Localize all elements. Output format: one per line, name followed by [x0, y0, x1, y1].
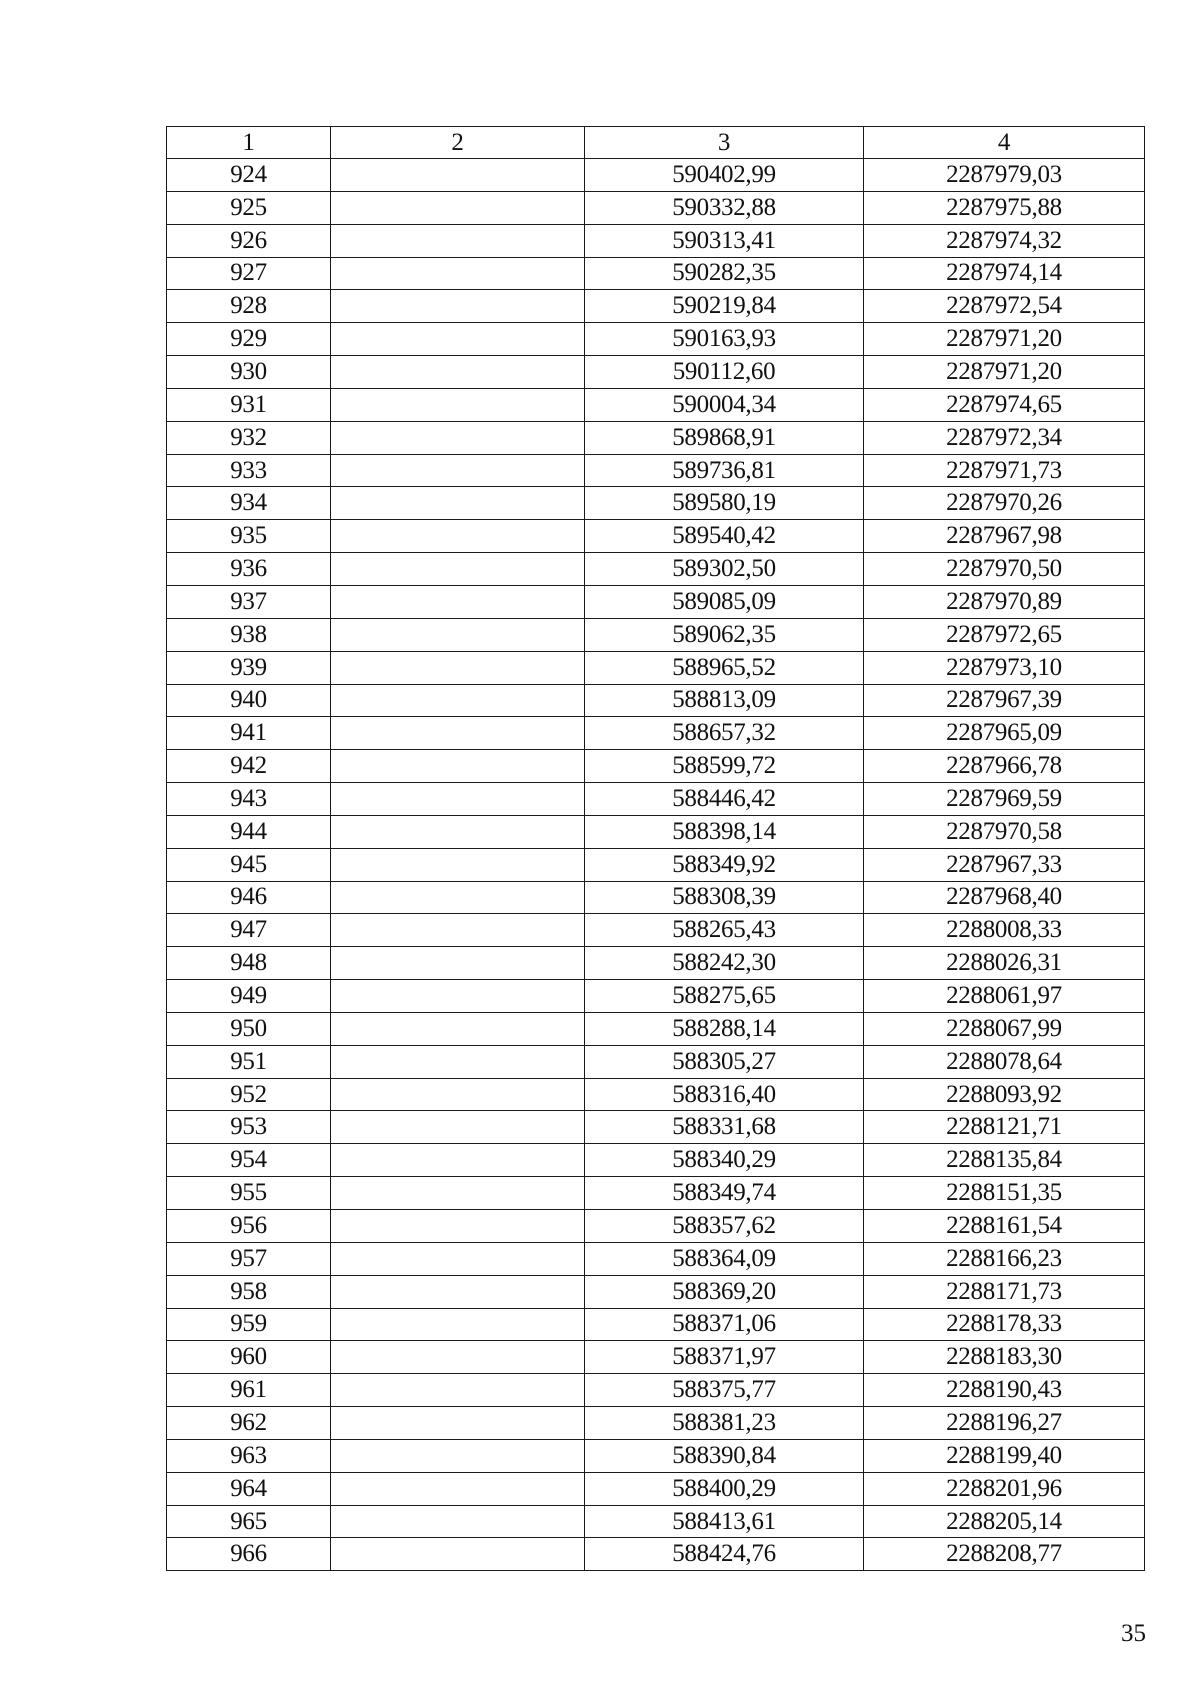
y-coordinate-cell: 2288208,77: [864, 1538, 1145, 1571]
x-coordinate-cell: 588275,65: [585, 980, 864, 1013]
point-number-cell: 940: [167, 684, 331, 717]
y-coordinate-cell: 2288205,14: [864, 1505, 1145, 1538]
x-coordinate-cell: 588599,72: [585, 750, 864, 783]
point-number-cell: 957: [167, 1242, 331, 1275]
description-cell: [331, 1275, 585, 1308]
table-row: [167, 388, 1145, 421]
table-row: [167, 1275, 1145, 1308]
table-row: [167, 717, 1145, 750]
description-cell: [331, 553, 585, 586]
table-row: [167, 159, 1145, 192]
description-cell: [331, 257, 585, 290]
y-coordinate-cell: 2288190,43: [864, 1374, 1145, 1407]
column-header-1: 1: [167, 127, 331, 159]
description-cell: [331, 1538, 585, 1571]
description-cell: [331, 815, 585, 848]
y-coordinate-cell: 2288061,97: [864, 980, 1145, 1013]
x-coordinate-cell: 588364,09: [585, 1242, 864, 1275]
y-coordinate-cell: 2287971,20: [864, 356, 1145, 389]
table-row: [167, 1177, 1145, 1210]
point-number-cell: 962: [167, 1407, 331, 1440]
y-coordinate-cell: 2288201,96: [864, 1472, 1145, 1505]
description-cell: [331, 1045, 585, 1078]
x-coordinate-cell: 590313,41: [585, 224, 864, 257]
description-cell: [331, 159, 585, 192]
description-cell: [331, 1341, 585, 1374]
point-number-cell: 960: [167, 1341, 331, 1374]
table-row: [167, 1045, 1145, 1078]
table-row: [167, 1012, 1145, 1045]
x-coordinate-cell: 590219,84: [585, 290, 864, 323]
y-coordinate-cell: 2287972,54: [864, 290, 1145, 323]
y-coordinate-cell: 2288078,64: [864, 1045, 1145, 1078]
description-cell: [331, 1210, 585, 1243]
x-coordinate-cell: 589736,81: [585, 454, 864, 487]
x-coordinate-cell: 588265,43: [585, 914, 864, 947]
y-coordinate-cell: 2287973,10: [864, 651, 1145, 684]
table-row: [167, 1505, 1145, 1538]
table-row: [167, 881, 1145, 914]
description-cell: [331, 1407, 585, 1440]
description-cell: [331, 914, 585, 947]
description-cell: [331, 290, 585, 323]
description-cell: [331, 1242, 585, 1275]
description-cell: [331, 1144, 585, 1177]
table-row: [167, 356, 1145, 389]
point-number-cell: 964: [167, 1472, 331, 1505]
y-coordinate-cell: 2288199,40: [864, 1439, 1145, 1472]
point-number-cell: 933: [167, 454, 331, 487]
description-cell: [331, 717, 585, 750]
y-coordinate-cell: 2288196,27: [864, 1407, 1145, 1440]
description-cell: [331, 1505, 585, 1538]
y-coordinate-cell: 2288121,71: [864, 1111, 1145, 1144]
x-coordinate-cell: 588390,84: [585, 1439, 864, 1472]
x-coordinate-cell: 588308,39: [585, 881, 864, 914]
x-coordinate-cell: 589868,91: [585, 421, 864, 454]
point-number-cell: 952: [167, 1078, 331, 1111]
point-number-cell: 936: [167, 553, 331, 586]
x-coordinate-cell: 590004,34: [585, 388, 864, 421]
x-coordinate-cell: 588413,61: [585, 1505, 864, 1538]
point-number-cell: 929: [167, 323, 331, 356]
table-row: [167, 848, 1145, 881]
point-number-cell: 947: [167, 914, 331, 947]
description-cell: [331, 224, 585, 257]
y-coordinate-cell: 2287971,20: [864, 323, 1145, 356]
point-number-cell: 961: [167, 1374, 331, 1407]
y-coordinate-cell: 2287975,88: [864, 191, 1145, 224]
y-coordinate-cell: 2287967,33: [864, 848, 1145, 881]
y-coordinate-cell: 2288151,35: [864, 1177, 1145, 1210]
y-coordinate-cell: 2287968,40: [864, 881, 1145, 914]
y-coordinate-cell: 2288178,33: [864, 1308, 1145, 1341]
description-cell: [331, 1111, 585, 1144]
x-coordinate-cell: 588371,97: [585, 1341, 864, 1374]
y-coordinate-cell: 2287967,98: [864, 520, 1145, 553]
y-coordinate-cell: 2288171,73: [864, 1275, 1145, 1308]
point-number-cell: 924: [167, 159, 331, 192]
y-coordinate-cell: 2288135,84: [864, 1144, 1145, 1177]
y-coordinate-cell: 2288093,92: [864, 1078, 1145, 1111]
table-row: [167, 618, 1145, 651]
y-coordinate-cell: 2288161,54: [864, 1210, 1145, 1243]
point-number-cell: 935: [167, 520, 331, 553]
description-cell: [331, 323, 585, 356]
table-row: [167, 980, 1145, 1013]
y-coordinate-cell: 2287970,89: [864, 585, 1145, 618]
point-number-cell: 934: [167, 487, 331, 520]
table-row: [167, 1144, 1145, 1177]
table-row: [167, 421, 1145, 454]
x-coordinate-cell: 589580,19: [585, 487, 864, 520]
page-number: 35: [1121, 1620, 1146, 1647]
description-cell: [331, 947, 585, 980]
point-number-cell: 946: [167, 881, 331, 914]
point-number-cell: 931: [167, 388, 331, 421]
description-cell: [331, 618, 585, 651]
coordinates-table: [166, 126, 1145, 1571]
point-number-cell: 943: [167, 783, 331, 816]
point-number-cell: 965: [167, 1505, 331, 1538]
description-cell: [331, 487, 585, 520]
point-number-cell: 937: [167, 585, 331, 618]
description-cell: [331, 1012, 585, 1045]
point-number-cell: 963: [167, 1439, 331, 1472]
x-coordinate-cell: 590112,60: [585, 356, 864, 389]
point-number-cell: 939: [167, 651, 331, 684]
table-row: [167, 585, 1145, 618]
x-coordinate-cell: 588340,29: [585, 1144, 864, 1177]
x-coordinate-cell: 588305,27: [585, 1045, 864, 1078]
description-cell: [331, 388, 585, 421]
x-coordinate-cell: 588424,76: [585, 1538, 864, 1571]
y-coordinate-cell: 2287974,65: [864, 388, 1145, 421]
table-row: [167, 1111, 1145, 1144]
table-row: [167, 1407, 1145, 1440]
y-coordinate-cell: 2287970,50: [864, 553, 1145, 586]
point-number-cell: 942: [167, 750, 331, 783]
y-coordinate-cell: 2287979,03: [864, 159, 1145, 192]
table-row: [167, 1210, 1145, 1243]
x-coordinate-cell: 588288,14: [585, 1012, 864, 1045]
table-row: [167, 1242, 1145, 1275]
table-row: [167, 224, 1145, 257]
description-cell: [331, 454, 585, 487]
x-coordinate-cell: 589062,35: [585, 618, 864, 651]
table-row: [167, 257, 1145, 290]
point-number-cell: 932: [167, 421, 331, 454]
point-number-cell: 950: [167, 1012, 331, 1045]
column-header-4: 4: [864, 127, 1145, 159]
x-coordinate-cell: 588242,30: [585, 947, 864, 980]
description-cell: [331, 356, 585, 389]
point-number-cell: 966: [167, 1538, 331, 1571]
x-coordinate-cell: 588331,68: [585, 1111, 864, 1144]
table-body: [167, 159, 1145, 1571]
table-row: [167, 947, 1145, 980]
x-coordinate-cell: 588371,06: [585, 1308, 864, 1341]
y-coordinate-cell: 2287970,58: [864, 815, 1145, 848]
point-number-cell: 951: [167, 1045, 331, 1078]
y-coordinate-cell: 2287969,59: [864, 783, 1145, 816]
table-row: [167, 454, 1145, 487]
point-number-cell: 956: [167, 1210, 331, 1243]
table-row: [167, 684, 1145, 717]
point-number-cell: 938: [167, 618, 331, 651]
x-coordinate-cell: 588398,14: [585, 815, 864, 848]
x-coordinate-cell: 590332,88: [585, 191, 864, 224]
point-number-cell: 941: [167, 717, 331, 750]
x-coordinate-cell: 589085,09: [585, 585, 864, 618]
x-coordinate-cell: 588400,29: [585, 1472, 864, 1505]
point-number-cell: 944: [167, 815, 331, 848]
description-cell: [331, 848, 585, 881]
y-coordinate-cell: 2288183,30: [864, 1341, 1145, 1374]
y-coordinate-cell: 2288166,23: [864, 1242, 1145, 1275]
y-coordinate-cell: 2287972,65: [864, 618, 1145, 651]
x-coordinate-cell: 588657,32: [585, 717, 864, 750]
description-cell: [331, 520, 585, 553]
description-cell: [331, 750, 585, 783]
y-coordinate-cell: 2287974,32: [864, 224, 1145, 257]
table-row: [167, 1439, 1145, 1472]
point-number-cell: 925: [167, 191, 331, 224]
point-number-cell: 927: [167, 257, 331, 290]
column-header-3: 3: [585, 127, 864, 159]
y-coordinate-cell: 2288026,31: [864, 947, 1145, 980]
description-cell: [331, 1078, 585, 1111]
x-coordinate-cell: 589540,42: [585, 520, 864, 553]
y-coordinate-cell: 2287971,73: [864, 454, 1145, 487]
table-row: [167, 914, 1145, 947]
table-row: [167, 1308, 1145, 1341]
x-coordinate-cell: 590402,99: [585, 159, 864, 192]
y-coordinate-cell: 2288067,99: [864, 1012, 1145, 1045]
description-cell: [331, 1374, 585, 1407]
x-coordinate-cell: 588813,09: [585, 684, 864, 717]
column-header-2: 2: [331, 127, 585, 159]
description-cell: [331, 421, 585, 454]
x-coordinate-cell: 588375,77: [585, 1374, 864, 1407]
table-row: [167, 651, 1145, 684]
x-coordinate-cell: 588369,20: [585, 1275, 864, 1308]
y-coordinate-cell: 2287966,78: [864, 750, 1145, 783]
x-coordinate-cell: 588446,42: [585, 783, 864, 816]
point-number-cell: 930: [167, 356, 331, 389]
x-coordinate-cell: 589302,50: [585, 553, 864, 586]
table-row: [167, 1078, 1145, 1111]
table-row: [167, 290, 1145, 323]
point-number-cell: 928: [167, 290, 331, 323]
point-number-cell: 949: [167, 980, 331, 1013]
table-row: [167, 520, 1145, 553]
description-cell: [331, 980, 585, 1013]
y-coordinate-cell: 2287967,39: [864, 684, 1145, 717]
table-row: [167, 323, 1145, 356]
point-number-cell: 926: [167, 224, 331, 257]
table-row: [167, 487, 1145, 520]
point-number-cell: 958: [167, 1275, 331, 1308]
point-number-cell: 953: [167, 1111, 331, 1144]
table-row: [167, 191, 1145, 224]
table-row: [167, 1472, 1145, 1505]
x-coordinate-cell: 588357,62: [585, 1210, 864, 1243]
table-row: [167, 1374, 1145, 1407]
y-coordinate-cell: 2287970,26: [864, 487, 1145, 520]
point-number-cell: 954: [167, 1144, 331, 1177]
point-number-cell: 945: [167, 848, 331, 881]
x-coordinate-cell: 588316,40: [585, 1078, 864, 1111]
x-coordinate-cell: 588349,92: [585, 848, 864, 881]
description-cell: [331, 881, 585, 914]
table-header-row: [167, 127, 1145, 159]
x-coordinate-cell: 588381,23: [585, 1407, 864, 1440]
table-row: [167, 1341, 1145, 1374]
x-coordinate-cell: 590163,93: [585, 323, 864, 356]
table-row: [167, 783, 1145, 816]
description-cell: [331, 651, 585, 684]
description-cell: [331, 1439, 585, 1472]
y-coordinate-cell: 2288008,33: [864, 914, 1145, 947]
description-cell: [331, 585, 585, 618]
description-cell: [331, 783, 585, 816]
x-coordinate-cell: 588965,52: [585, 651, 864, 684]
table-row: [167, 1538, 1145, 1571]
y-coordinate-cell: 2287974,14: [864, 257, 1145, 290]
table-row: [167, 553, 1145, 586]
x-coordinate-cell: 588349,74: [585, 1177, 864, 1210]
point-number-cell: 955: [167, 1177, 331, 1210]
table-row: [167, 750, 1145, 783]
description-cell: [331, 1177, 585, 1210]
point-number-cell: 959: [167, 1308, 331, 1341]
y-coordinate-cell: 2287965,09: [864, 717, 1145, 750]
description-cell: [331, 1472, 585, 1505]
description-cell: [331, 191, 585, 224]
point-number-cell: 948: [167, 947, 331, 980]
table-row: [167, 815, 1145, 848]
y-coordinate-cell: 2287972,34: [864, 421, 1145, 454]
description-cell: [331, 1308, 585, 1341]
x-coordinate-cell: 590282,35: [585, 257, 864, 290]
description-cell: [331, 684, 585, 717]
